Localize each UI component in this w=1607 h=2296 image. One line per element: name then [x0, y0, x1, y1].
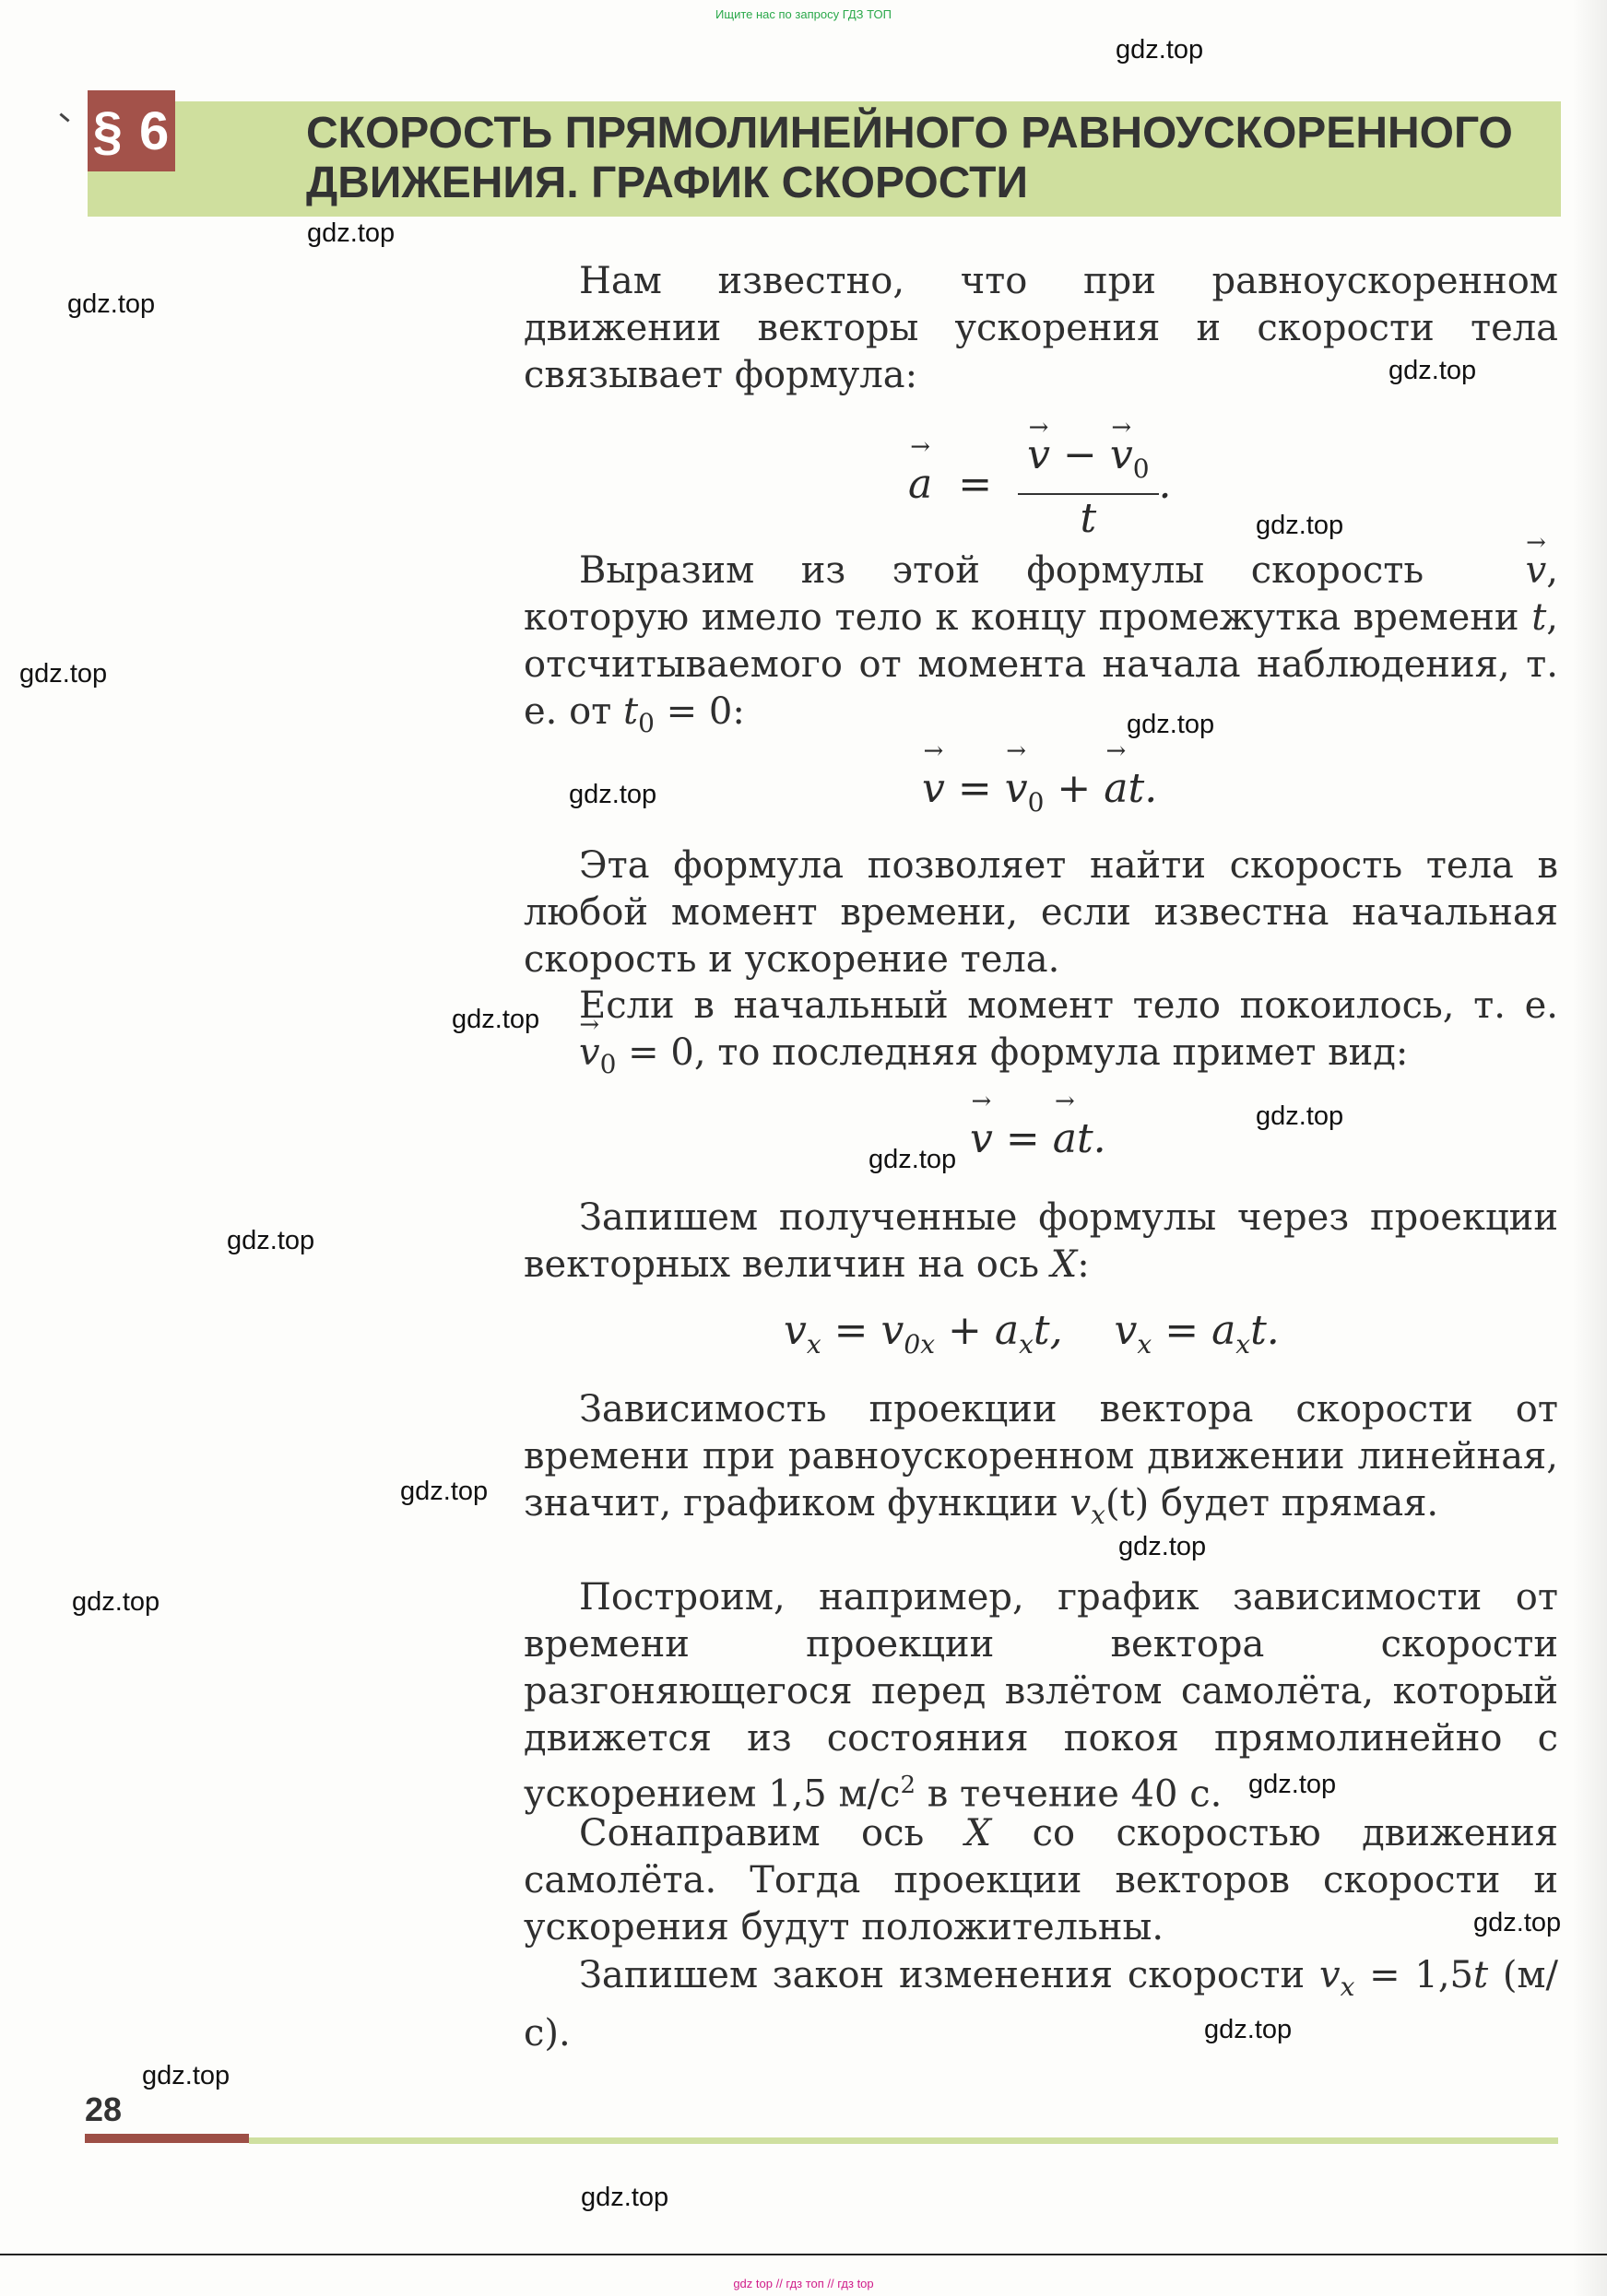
watermark: gdz.top [581, 2183, 669, 2212]
watermark: gdz.top [1116, 35, 1204, 65]
formula-velocity-rest: → v = → at. [970, 1115, 1106, 1162]
watermark: gdz.top [400, 1477, 489, 1506]
title-line-2: ДВИЖЕНИЯ. ГРАФИК СКОРОСТИ [306, 159, 1028, 207]
title-line-1: СКОРОСТЬ ПРЯМОЛИНЕЙНОГО РАВНОУСКОРЕННОГО [306, 109, 1513, 158]
paragraph-7: Построим, например, график зависимости от времени проекции вектора скорости разгоняющегося перед взлётом самолёта, который движется из состояния покоя прямолинейно с ускорением 1,5 $м/с^2$ в течение 40 с. [524, 1576, 1558, 1816]
watermark: gdz.top [1473, 1908, 1562, 1937]
section-badge: § 6 [88, 90, 175, 171]
top-note: Ищите нас по запросу ГДЗ ТОП [715, 7, 892, 21]
formula-velocity: → v = → $v_0$ + → at. [922, 765, 1157, 818]
footer-rule [249, 2137, 1558, 2144]
paragraph-4: Если в начальный момент тело покоилось, т. е. → $v_0 = 0$, то последняя формула примет вид: [524, 983, 1558, 1088]
chapter-title [306, 109, 1542, 208]
watermark: gdz.top [1118, 1532, 1207, 1561]
watermark: gdz.top [307, 218, 396, 248]
footer-accent-bar [85, 2134, 249, 2143]
watermark: gdz.top [452, 1005, 540, 1034]
watermark: gdz.top [1248, 1770, 1337, 1799]
watermark: gdz.top [227, 1226, 315, 1255]
watermark: gdz.top [569, 780, 657, 809]
formula-projections: $v_x = v_{0x} + a_xt$, $v_x = a_xt$. [784, 1307, 1280, 1360]
page-number: 28 [85, 2090, 123, 2128]
corner-mark [59, 112, 69, 122]
watermark: gdz.top [1127, 710, 1215, 739]
paragraph-1: Нам известно, что при равноускоренном движении векторы ускорения и скорости тела связывает формула: [524, 260, 1558, 396]
watermark: gdz.top [1204, 2015, 1293, 2044]
watermark: gdz.top [72, 1587, 160, 1617]
watermark: gdz.top [1256, 1101, 1344, 1131]
bottom-note: gdz top // гдз топ // гдз top [733, 2277, 874, 2290]
watermark: gdz.top [868, 1145, 957, 1174]
paragraph-3: Эта формула позволяет найти скорость тела в любой момент времени, если известна начальная скорость и ускорение тела. [524, 844, 1558, 981]
paragraph-9: Запишем закон изменения скорости $v_x = 1,5t$ (м/с). [524, 1954, 1559, 2055]
watermark: gdz.top [19, 659, 108, 689]
watermark: gdz.top [1388, 356, 1477, 385]
page-edge-shadow [1572, 0, 1607, 2296]
paragraph-2: Выразим из этой формулы скорость → v, которую имело тело к концу промежутка времени t, отсчитываемого от момента начала наблюдения, т. е. от $t_0 = 0$: [524, 548, 1558, 747]
scan-edge-line [0, 2254, 1607, 2255]
watermark: gdz.top [67, 289, 156, 319]
watermark: gdz.top [1256, 511, 1344, 540]
paragraph-6: Зависимость проекции вектора скорости от времени при равноускоренном движении линейная, значит, графиком функции $v_x(t)$ будет прямая. [524, 1388, 1558, 1530]
paragraph-8: Сонаправим ось X со скоростью движения самолёта. Тогда проекции векторов скорости и ускорения будут положительны. [524, 1812, 1558, 1949]
paragraph-5: Запишем полученные формулы через проекции векторных величин на ось X: [524, 1196, 1558, 1286]
formula-acceleration: → a = → $\frac{v - \to v_0}{t}$ . [908, 431, 1172, 543]
watermark: gdz.top [142, 2061, 230, 2090]
